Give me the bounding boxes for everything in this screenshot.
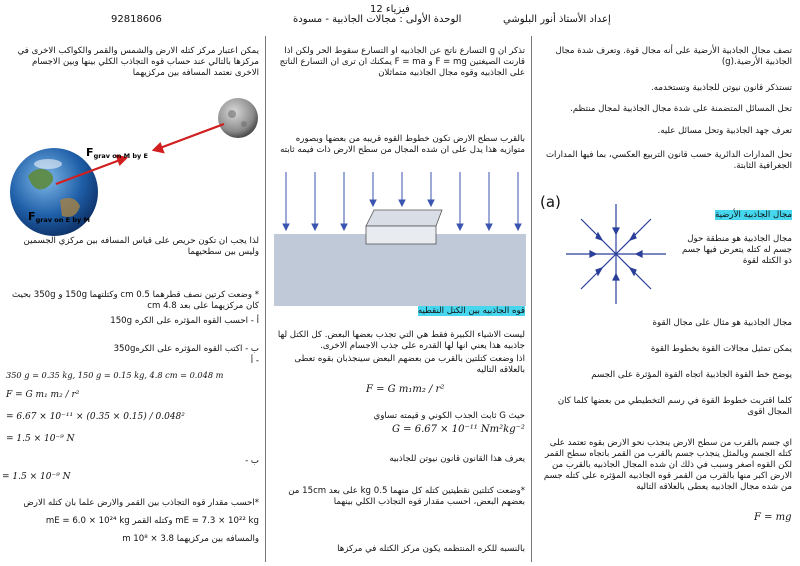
radial-field-diagram [536,190,666,312]
exercise-masses: mE = 7.3 × 10²² kg وكتله القمر mE = 6.0 × 10²⁴ kg [45,516,259,526]
force-label-earth: F [28,210,36,223]
svg-text:Fgrav on M by E [86,146,148,160]
section-heading-point-masses [272,306,525,317]
paragraph-parallel-lines: بالقرب سطح الارض تكون خطوط القوه قريبه من بعضها وبصوره متوازيه هذا يدل على ان شده المجال من سطح الارض ذات فيمه ثابته [280,134,525,155]
unit-title: الوحدة الأولى : مجالات الجاذبية - مسودة [293,14,462,25]
paragraph-center-of-mass: يمكن اعتبار مركز كتله الارض والشمس والقمر والكواكب الاخرى في مركزها بالتالي عند حساب قوه التجاذب الكلي بينها وبين الاجسام الاخرى نعتمد المسافه بين مركزيهما [17,46,259,78]
paragraph-measure-centers: لذا يجب ان تكون حريص على قياس المسافه بين مركزي الجسمين وليس بين سطحيهما [23,236,259,257]
objective-2: تستذكر قانون نيوتن للجاذبية وتستخدمه. [651,83,792,93]
exercise-distance: والمسافه بين مركزيهما 3.8 × 10⁸ m [122,534,259,544]
solution-conversion: 350 g = 0.35 kg, 150 g = 0.15 kg, 4.8 cm = 0.048 m [6,370,224,380]
exercise-point-masses: *وضعت كتلتين نقطيتين كتله كل منهما 0.5 kg على بعد 15cm من بعضهم البعض، احسب مقدار قوه التجاذب الكلي بينهما [288,486,525,507]
force-label-earth-subscript: grav on E by M [35,216,90,224]
heading-highlight: مجال الجاذبية الأرضية [714,210,792,220]
gravitational-constant-value: G = 6.67 × 10⁻¹¹ Nm²kg⁻² [392,424,525,435]
column-right [532,36,798,562]
solution-part-b-label: ب - [245,456,259,466]
paragraph-g-note: تذكر ان g التسارع ناتج عن الجاذبيه او التسارع سقوط الحر ولكن اذا قارنت الصيغتين F = mg و F = ma يمكنك ان ترى ان التسارع الناتج على الجاذبيه وقوه مجال الجاذبيه متماثلان [279,46,525,78]
exercise-part-a: أ - احسب القوه المؤثره على الكره 150g [110,316,259,326]
statement-5: اي جسم بالقرب من سطح الارض ينجذب نحو الارض بقوه تعتمد على كتله الجسم وبالمثل ينجذب جسم بالقرب من القمر باتجاه سطح القمر لكن القوه اصغر وسبب في ذلك ان شده المجال الجاذبيه بالقرب من الارض اكبر منها بالقرب من القمر قوه الجاذبيه المؤثره على كتله جسم من شده مجال الجاذبيه يعطى بالعلاقه التاليه [543,438,792,492]
field-definition: مجال الجاذبية هو منطقة حول جسم له كتله يتعرض فيها جسم ذو الكتله لقوة [682,234,792,266]
newton-gravitation-formula: F = G m₁m₂ / r² [366,384,445,395]
solution-part-b-result: = 1.5 × 10⁻⁹ N [2,472,71,482]
objective-5: تحل المدارات الدائرية حسب قانون التربيع العكسي، بما فيها المدارات الجغرافية الثابتة. [545,150,792,171]
force-label-moon: F [86,146,94,159]
column-left [0,36,265,562]
objective-4: تعرف جهد الجاذبية وتحل مسائل عليه. [657,126,792,136]
earth-moon-diagram [0,90,265,240]
paragraph-constant-g: حيث G ثابت الجذب الكوني و قيمته تساوي [373,411,525,421]
paragraph-law-name: يعرف هذا القانون قانون نيوتن للجاذبيه [389,454,525,464]
paragraph-all-masses: ليست الاشياء الكبيرة فقط هي التي تجذب بعضها البعض. كل الكتل لها جاذبيه هذا يعني انها لها القدره على جذب الاجسام الاخرى. [277,330,525,351]
solution-result: = 1.5 × 10⁻⁹ N [6,434,75,444]
solution-substitution: = 6.67 × 10⁻¹¹ × (0.35 × 0.15) / 0.048² [6,412,185,422]
statement-4: كلما اقتربت خطوط القوة في رسم التخطيطي من بعضها كلما كان المجال اقوى [557,396,792,417]
phone-number: 92818606 [111,14,162,25]
column-middle [266,36,531,562]
objective-1: تصف مجال الجاذبية الأرضية على أنه مجال قوة. وتعرف شدة مجال الجاذبية الأرضية.(g) [555,46,792,67]
heading-highlight: قوه الجاذبيه بين الكتل النقطيه [417,306,525,316]
exercise-two-spheres: * وضعت كرتين نصف قطرهما 0.5 cm وكتلتهما 150g و 350g بحيث كان مركزيهما على بعد 4.8 cm [12,290,259,311]
solution-part-a-label: - أ [250,356,259,366]
subject-title: فيزياء 12 [370,4,410,15]
figure-label-a: (a) [540,193,561,211]
statement-3: يوضح خط القوة الجاذبية اتجاه القوة المؤثرة على الجسم [591,370,792,380]
solution-formula: F = G m₁ m₂ / r² [6,390,80,400]
force-label-moon-subscript: grav on M by E [93,152,148,160]
author-name: إعداد الأستاذ أنور البلوشي [503,14,611,25]
uniform-field-diagram [266,168,531,306]
paragraph-sphere-center: بالنسبه للكره المنتظمه يكون مركز الكتله في مركزها [337,544,525,554]
objective-3: تحل المسائل المتضمنة على شدة مجال الجاذبية لمجال منتظم. [570,104,792,114]
statement-1: مجال الجاذبية هو مثال على مجال القوة [652,318,792,328]
formula-f-mg: F = mg [754,512,792,523]
exercise-part-b: ب - اكتب القوه المؤثره على الكره350g [113,344,259,354]
section-heading-earth-field [538,210,792,221]
statement-2: يمكن تمثيل مجالات القوة بخطوط القوة [650,344,792,354]
exercise-earth-moon: *احسب مقدار قوه التجاذب بين القمر والارض علما بان كتله الارض [23,498,259,508]
paragraph-two-masses: اذا وضعت كتلتين بالقرب من بعضهم البعض سينجذبان بقوه تعطى بالعلاقه التاليه [294,354,525,375]
